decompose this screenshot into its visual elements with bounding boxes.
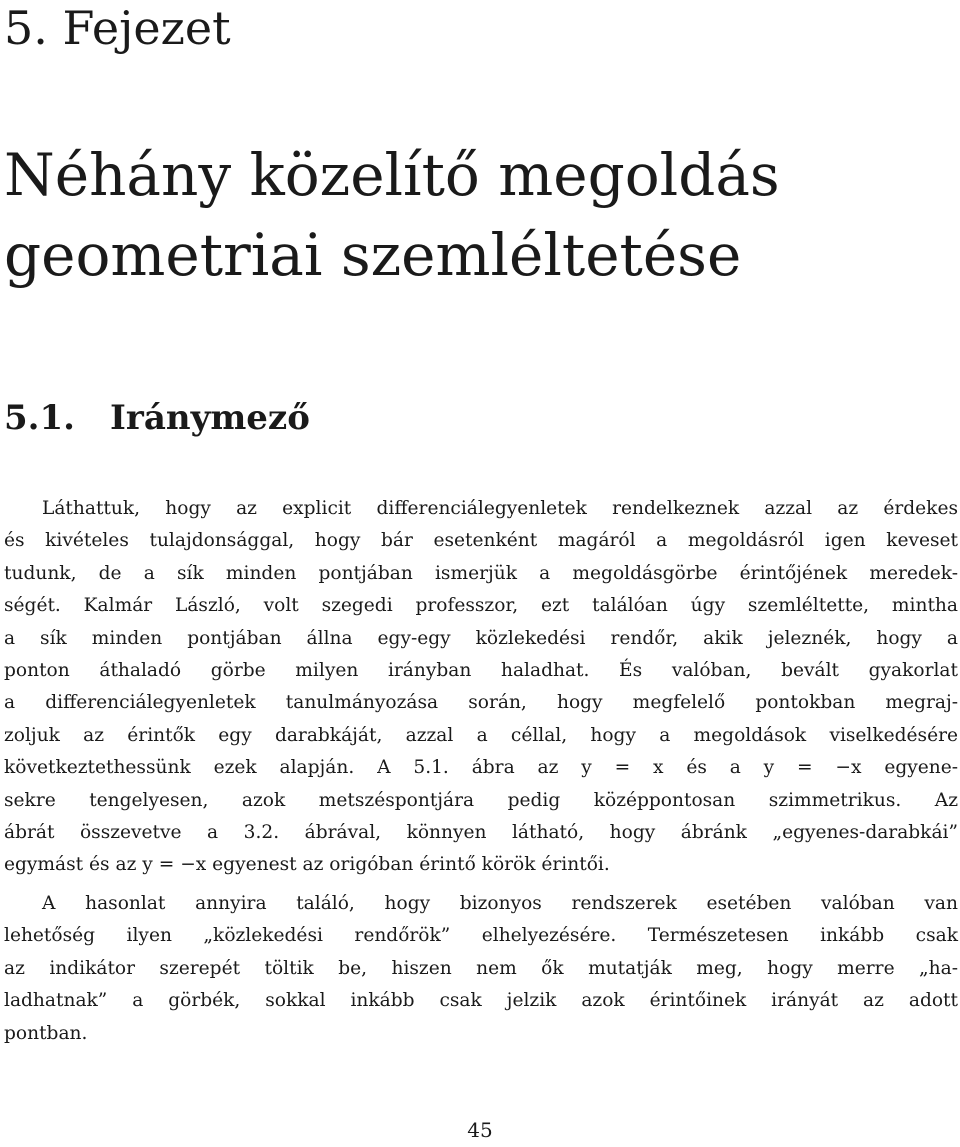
chapter-title-line: geometriai szemléltetése xyxy=(4,221,742,289)
paragraph-line: a sík minden pontjában állna egy-egy közlekedési rendőr, akik jeleznék, hogy a xyxy=(4,627,958,649)
chapter-title xyxy=(4,135,954,295)
chapter-label: 5. Fejezet xyxy=(4,1,231,55)
section-title: Iránymező xyxy=(110,398,310,438)
section-number: 5.1. xyxy=(4,398,75,438)
paragraph-line: ladhatnak” a görbék, sokkal inkább csak jelzik azok érintőinek irányát az adott xyxy=(4,990,958,1012)
paragraph-line: pontban. xyxy=(4,1022,88,1044)
paragraph-1 xyxy=(4,493,958,882)
paragraph-line: ábrát összevetve a 3.2. ábrával, könnyen látható, hogy ábránk „egyenes-darabkái” xyxy=(4,821,958,843)
paragraph-line: lehetőség ilyen „közlekedési rendőrök” elhelyezésére. Természetesen inkább csak xyxy=(4,925,958,947)
chapter-title-line: Néhány közelítő megoldás xyxy=(4,141,780,209)
paragraph-line: zoljuk az érintők egy darabkáját, azzal a céllal, hogy a megoldások viselkedésére xyxy=(4,724,958,746)
paragraph-line: ponton áthaladó görbe milyen irányban haladhat. És valóban, bevált gyakorlat xyxy=(4,659,958,681)
section-heading xyxy=(4,396,310,440)
page-number: 45 xyxy=(467,1118,493,1142)
paragraph-line: az indikátor szerepét töltik be, hiszen nem ők mutatják meg, hogy merre „ha- xyxy=(4,957,958,979)
paragraph-line: következtethessünk ezek alapján. A 5.1. ábra az y = x és a y = −x egyene- xyxy=(4,757,958,779)
paragraph-2 xyxy=(4,888,958,1050)
paragraph-line: tudunk, de a sík minden pontjában ismerjük a megoldásgörbe érintőjének meredek- xyxy=(4,562,958,584)
paragraph-line: ségét. Kalmár László, volt szegedi professzor, ezt találóan úgy szemléltette, mintha xyxy=(4,595,958,617)
paragraph-line: Láthattuk, hogy az explicit differenciálegyenletek rendelkeznek azzal az érdekes xyxy=(42,498,958,519)
paragraph-line: a differenciálegyenletek tanulmányozása során, hogy megfelelő pontokban megraj- xyxy=(4,692,958,714)
paragraph-line: sekre tengelyesen, azok metszéspontjára pedig középpontosan szimmetrikus. Az xyxy=(4,789,958,811)
paragraph-line: egymást és az y = −x egyenest az origóban érintő körök érintői. xyxy=(4,854,610,876)
paragraph-line: A hasonlat annyira találó, hogy bizonyos rendszerek esetében valóban van xyxy=(42,893,958,914)
paragraph-line: és kivételes tulajdonsággal, hogy bár esetenként magáról a megoldásról igen keveset xyxy=(4,530,958,552)
